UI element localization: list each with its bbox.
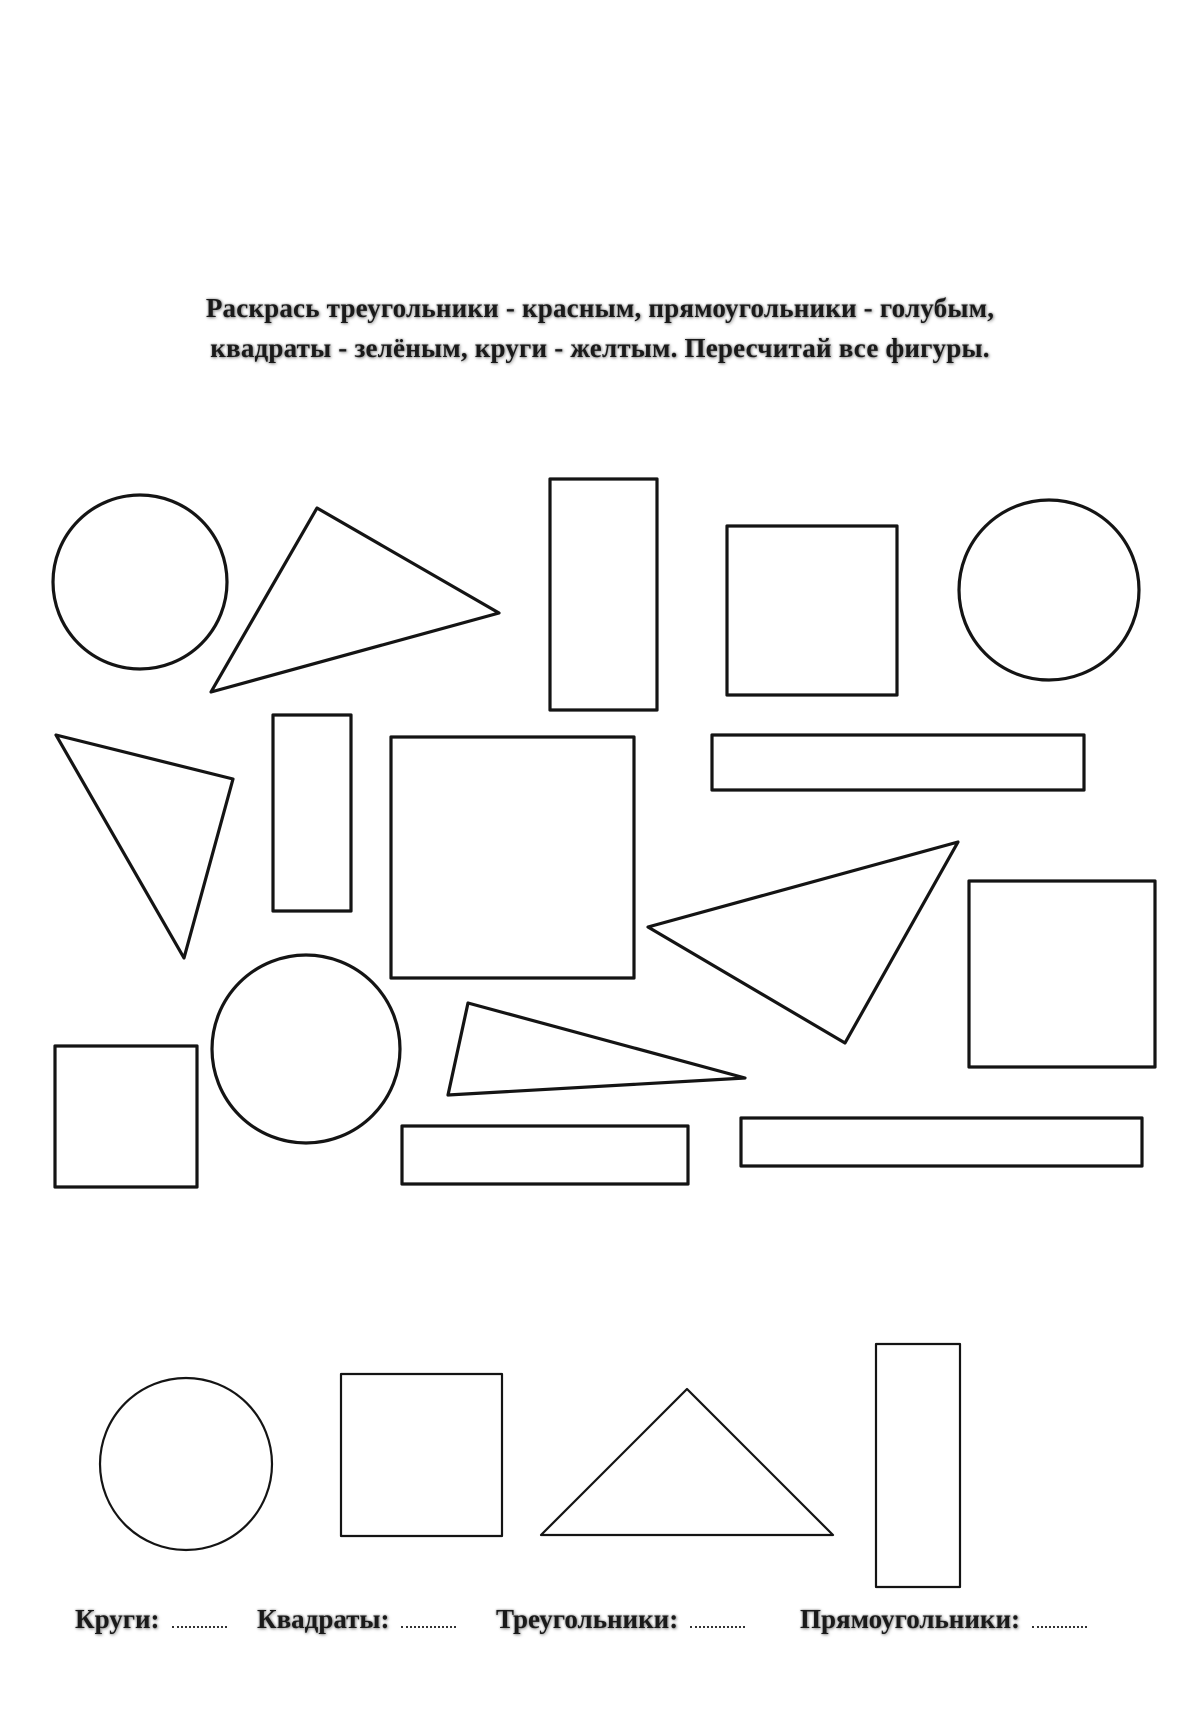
rectangle-shape [741, 1118, 1142, 1166]
triangle-shape [211, 508, 499, 692]
circle-shape [212, 955, 400, 1143]
count-rectangles-label: Прямоугольники: [800, 1604, 1021, 1634]
rectangle-shape [273, 715, 351, 911]
instructions-line-1: Раскрась треугольники - красным, прямоугольники - голубым, [205, 293, 995, 323]
count-circles [75, 1604, 227, 1635]
circle-shape [53, 495, 227, 669]
count-triangles [496, 1604, 745, 1635]
rectangle-shape [402, 1126, 688, 1184]
legend-circle-shape [100, 1378, 272, 1550]
shapes-to-color [53, 479, 1155, 1187]
count-circles-blank [172, 1612, 227, 1628]
square-shape [727, 526, 897, 695]
legend-triangle-shape [541, 1389, 833, 1535]
circle-shape [959, 500, 1139, 680]
legend-shapes [100, 1344, 960, 1587]
count-squares-blank [401, 1612, 456, 1628]
triangle-shape [648, 842, 958, 1043]
legend-square-shape [341, 1374, 502, 1536]
count-squares [257, 1604, 456, 1635]
triangle-shape [56, 735, 233, 958]
count-answers [0, 1604, 1200, 1644]
count-circles-label: Круги: [75, 1604, 160, 1634]
square-shape [55, 1046, 197, 1187]
square-shape [969, 881, 1155, 1067]
triangle-shape [448, 1003, 745, 1095]
count-triangles-blank [690, 1612, 745, 1628]
rectangle-shape [712, 735, 1084, 790]
square-shape [391, 737, 634, 978]
legend-rectangle-shape [876, 1344, 960, 1587]
rectangle-shape [550, 479, 657, 710]
instructions-line-2: квадраты - зелёным, круги - желтым. Пересчитай все фигуры. [210, 333, 990, 363]
count-squares-label: Квадраты: [257, 1604, 390, 1634]
count-rectangles [800, 1604, 1087, 1635]
count-rectangles-blank [1032, 1612, 1087, 1628]
count-triangles-label: Треугольники: [496, 1604, 679, 1634]
